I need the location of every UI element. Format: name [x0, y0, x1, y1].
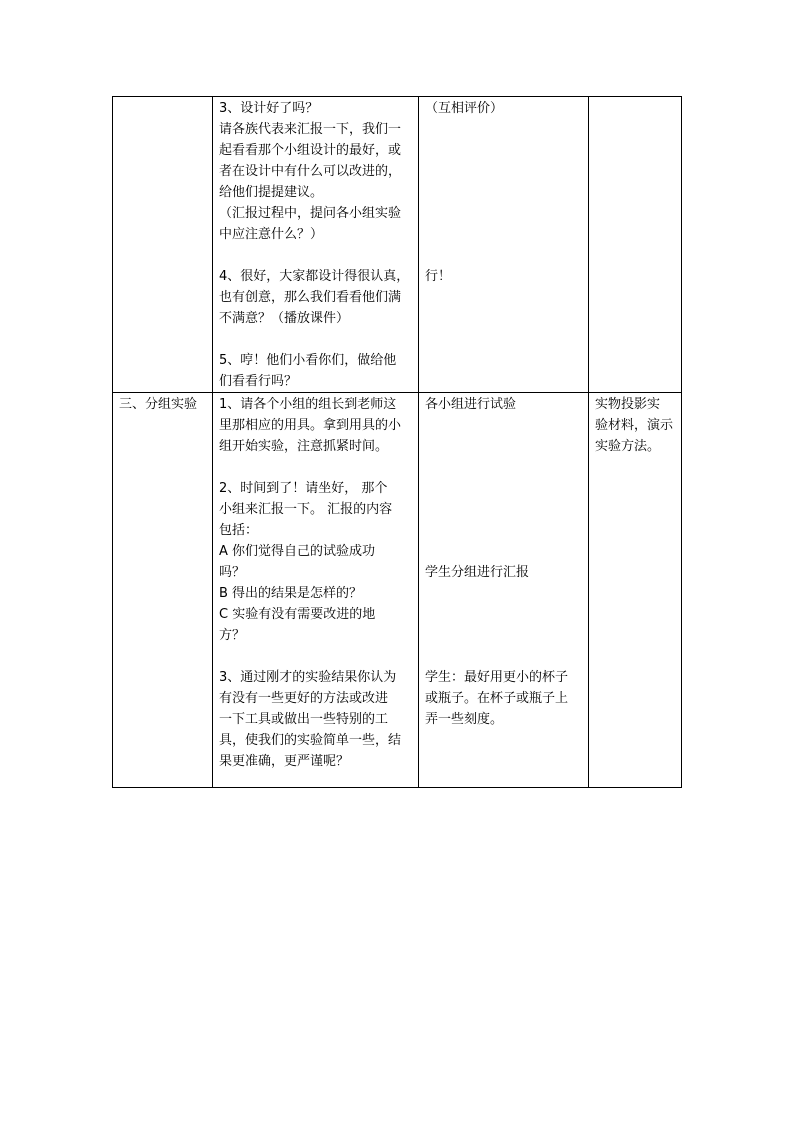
text-line: 具，使我们的实验简单一些，结: [219, 733, 402, 748]
text-line: 小组来汇报一下。 汇报的内容: [219, 502, 393, 517]
text-line: 各小组进行试验: [425, 397, 517, 412]
text-line: C 实验有没有需要改进的地: [219, 607, 376, 622]
table-row: [113, 97, 682, 393]
text-line: A 你们觉得自己的试验成功: [219, 544, 376, 559]
text-line: 们看看行吗？: [219, 374, 298, 389]
text-line: 3、通过刚才的实验结果你认为: [219, 670, 397, 685]
text-line: 1、请各个小组的组长到老师这: [219, 397, 397, 412]
text-line: 一下工具或做出一些特别的工: [219, 712, 389, 727]
text-line: 2、时间到了！请坐好， 那个: [219, 481, 388, 496]
text-line: 中应注意什么？）: [219, 227, 324, 242]
student-activity-cell: [419, 97, 589, 393]
text-line: 验材料，演示: [595, 418, 674, 433]
text-line: 或瓶子。在杯子或瓶子上: [425, 691, 569, 706]
text-line: （汇报过程中，提问各小组实验: [219, 206, 402, 221]
teacher-activity-cell: [213, 393, 419, 788]
text-line: 4、很好，大家都设计得很认真，: [219, 269, 410, 284]
text-line: 弄一些刻度。: [425, 712, 504, 727]
text-line: 学生分组进行汇报: [425, 565, 530, 580]
text-line: 请各族代表来汇报一下，我们一: [219, 122, 402, 137]
text-line: 组开始实验，注意抓紧时间。: [219, 439, 389, 454]
text-line: 起看看那个小组设计的最好，或: [219, 143, 402, 158]
text-line: （互相评价）: [425, 101, 504, 116]
text-line: 有没有一些更好的方法或改进: [219, 691, 389, 706]
stage-cell: [113, 393, 213, 788]
text-line: 果更准确，更严谨呢？: [219, 754, 350, 769]
text-line: 吗？: [219, 565, 246, 580]
text-line: 行！: [425, 269, 452, 284]
text-line: 实物投影实: [595, 397, 661, 412]
text-line: 给他们提提建议。: [219, 185, 324, 200]
text-line: 3、设计好了吗？: [219, 101, 319, 116]
text-line: 方？: [219, 628, 246, 643]
stage-label: 三、分组实验: [119, 397, 198, 412]
media-cell: [589, 97, 682, 393]
text-line: 不满意？（播放课件）: [219, 311, 350, 326]
text-line: 包括：: [219, 523, 259, 538]
student-activity-cell: [419, 393, 589, 788]
text-line: 实验方法。: [595, 439, 661, 454]
table-row: [113, 393, 682, 788]
stage-cell: [113, 97, 213, 393]
text-line: 学生：最好用更小的杯子: [425, 670, 569, 685]
text-line: 里那相应的用具。拿到用具的小: [219, 418, 402, 433]
text-line: 5、哼！他们小看你们，做给他: [219, 353, 397, 368]
lesson-plan-table: [112, 96, 682, 788]
text-line: 也有创意，那么我们看看他们满: [219, 290, 402, 305]
text-line: 者在设计中有什么可以改进的，: [219, 164, 402, 179]
teacher-activity-cell: [213, 97, 419, 393]
text-line: B 得出的结果是怎样的？: [219, 586, 363, 601]
media-cell: [589, 393, 682, 788]
